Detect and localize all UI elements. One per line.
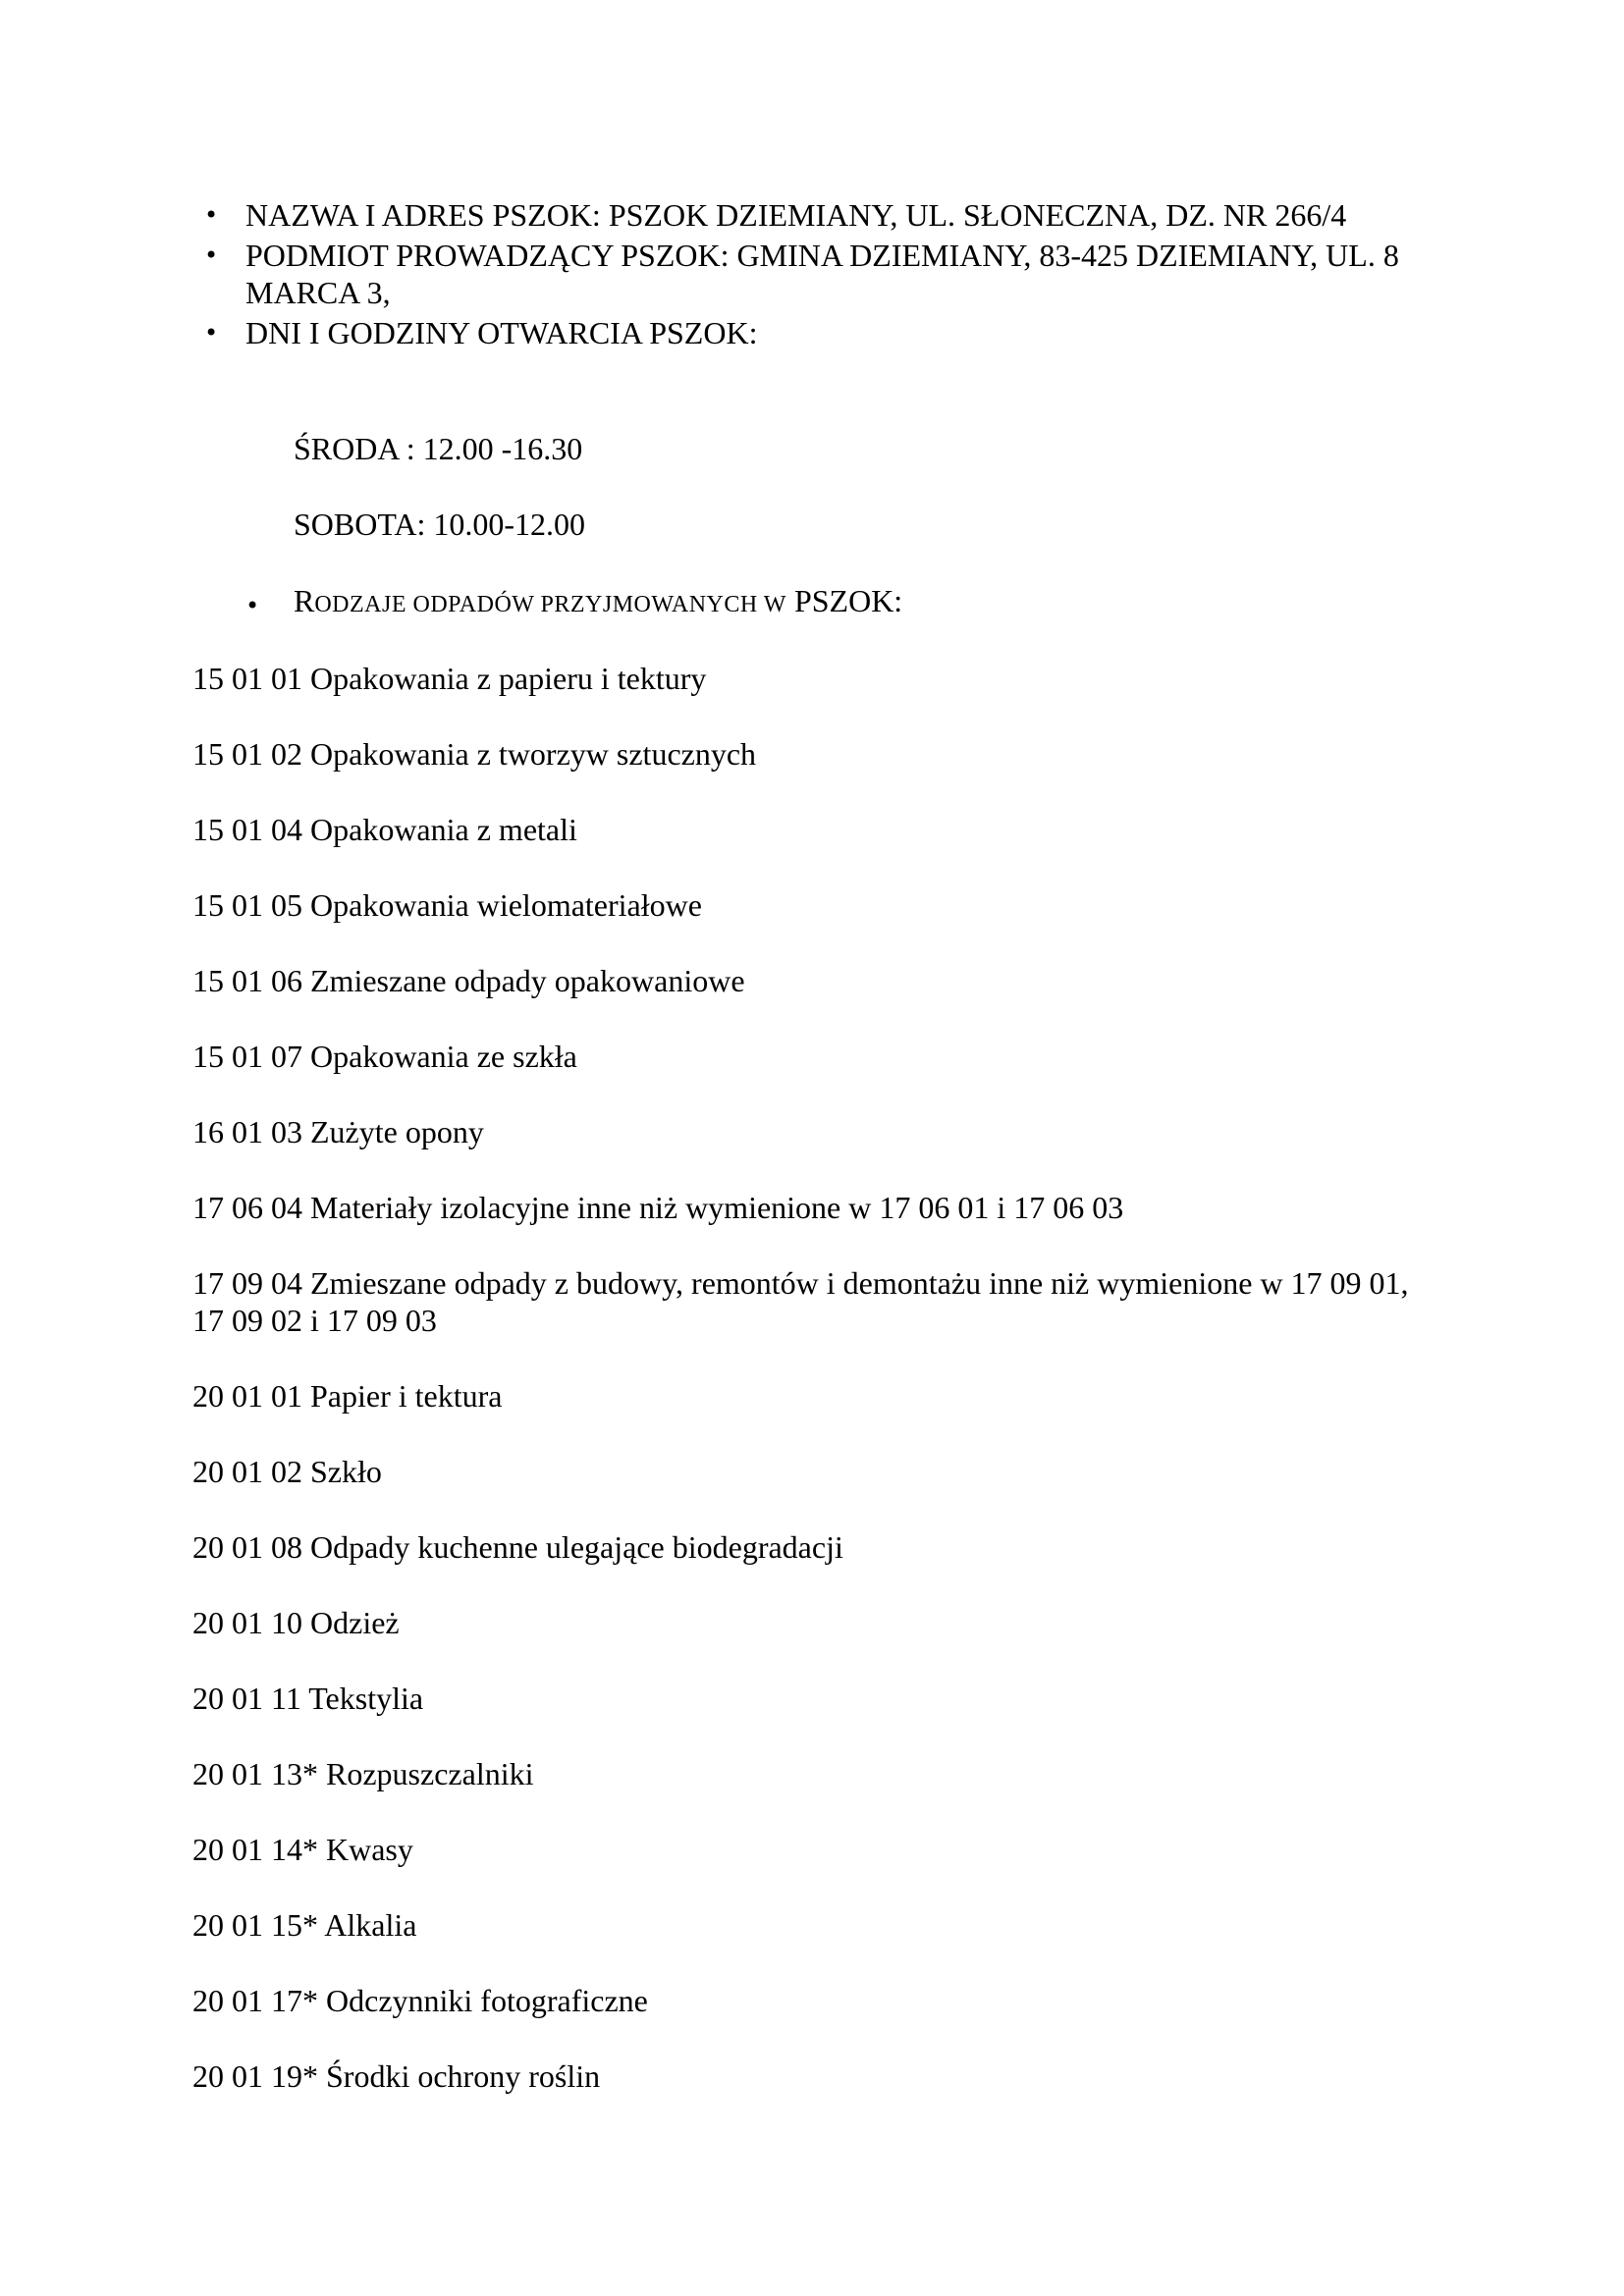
bullet-operator: • PODMIOT PROWADZĄCY PSZOK: GMINA DZIEMIANY, 83-425 DZIEMIANY, UL. 8 MARCA 3, xyxy=(245,237,1453,311)
bullet-icon: • xyxy=(245,592,260,619)
bullet-name-address: • NAZWA I ADRES PSZOK: PSZOK DZIEMIANY, UL. SŁONECZNA, DZ. NR 266/4 xyxy=(245,196,1453,234)
list-item: 15 01 02 Opakowania z tworzyw sztucznych xyxy=(192,736,757,772)
info-bullet-list xyxy=(245,196,1453,354)
bullet-opening-hours: • DNI I GODZINY OTWARCIA PSZOK: xyxy=(245,314,1453,351)
opening-hours-saturday: SOBOTA: 10.00-12.00 xyxy=(294,507,585,542)
list-item: 17 06 04 Materiały izolacyjne inne niż wymienione w 17 06 01 i 17 06 03 xyxy=(192,1190,1124,1225)
waste-type-list xyxy=(192,660,1430,2133)
list-item: 20 01 19* Środki ochrony roślin xyxy=(192,2058,601,2094)
list-item: 17 09 04 Zmieszane odpady z budowy, remontów i demontażu inne niż wymienione w 17 09 01, 17 09 02 i 17 09 03 xyxy=(192,1265,1409,1338)
list-item: 15 01 04 Opakowania z metali xyxy=(192,812,577,847)
list-item: 15 01 06 Zmieszane odpady opakowaniowe xyxy=(192,963,745,998)
waste-types-heading: RODZAJE ODPADÓW PRZYJMOWANYCH W PSZOK: xyxy=(294,583,903,618)
list-item: 15 01 07 Opakowania ze szkła xyxy=(192,1039,577,1074)
list-item: 15 01 01 Opakowania z papieru i tektury xyxy=(192,661,707,696)
list-item: 20 01 10 Odzież xyxy=(192,1605,400,1640)
list-item: 20 01 17* Odczynniki fotograficzne xyxy=(192,1983,648,2018)
list-item: 20 01 02 Szkło xyxy=(192,1454,382,1489)
list-item: 20 01 13* Rozpuszczalniki xyxy=(192,1756,534,1791)
list-item: 20 01 08 Odpady kuchenne ulegające biodegradacji xyxy=(192,1529,843,1565)
list-item: 20 01 01 Papier i tektura xyxy=(192,1378,503,1414)
opening-hours-wednesday: ŚRODA : 12.00 -16.30 xyxy=(294,431,583,466)
list-item: 16 01 03 Zużyte opony xyxy=(192,1114,484,1149)
list-item: 20 01 11 Tekstylia xyxy=(192,1681,424,1716)
list-item: 20 01 14* Kwasy xyxy=(192,1832,413,1867)
list-item: 20 01 15* Alkalia xyxy=(192,1907,417,1943)
list-item: 15 01 05 Opakowania wielomateriałowe xyxy=(192,887,702,923)
